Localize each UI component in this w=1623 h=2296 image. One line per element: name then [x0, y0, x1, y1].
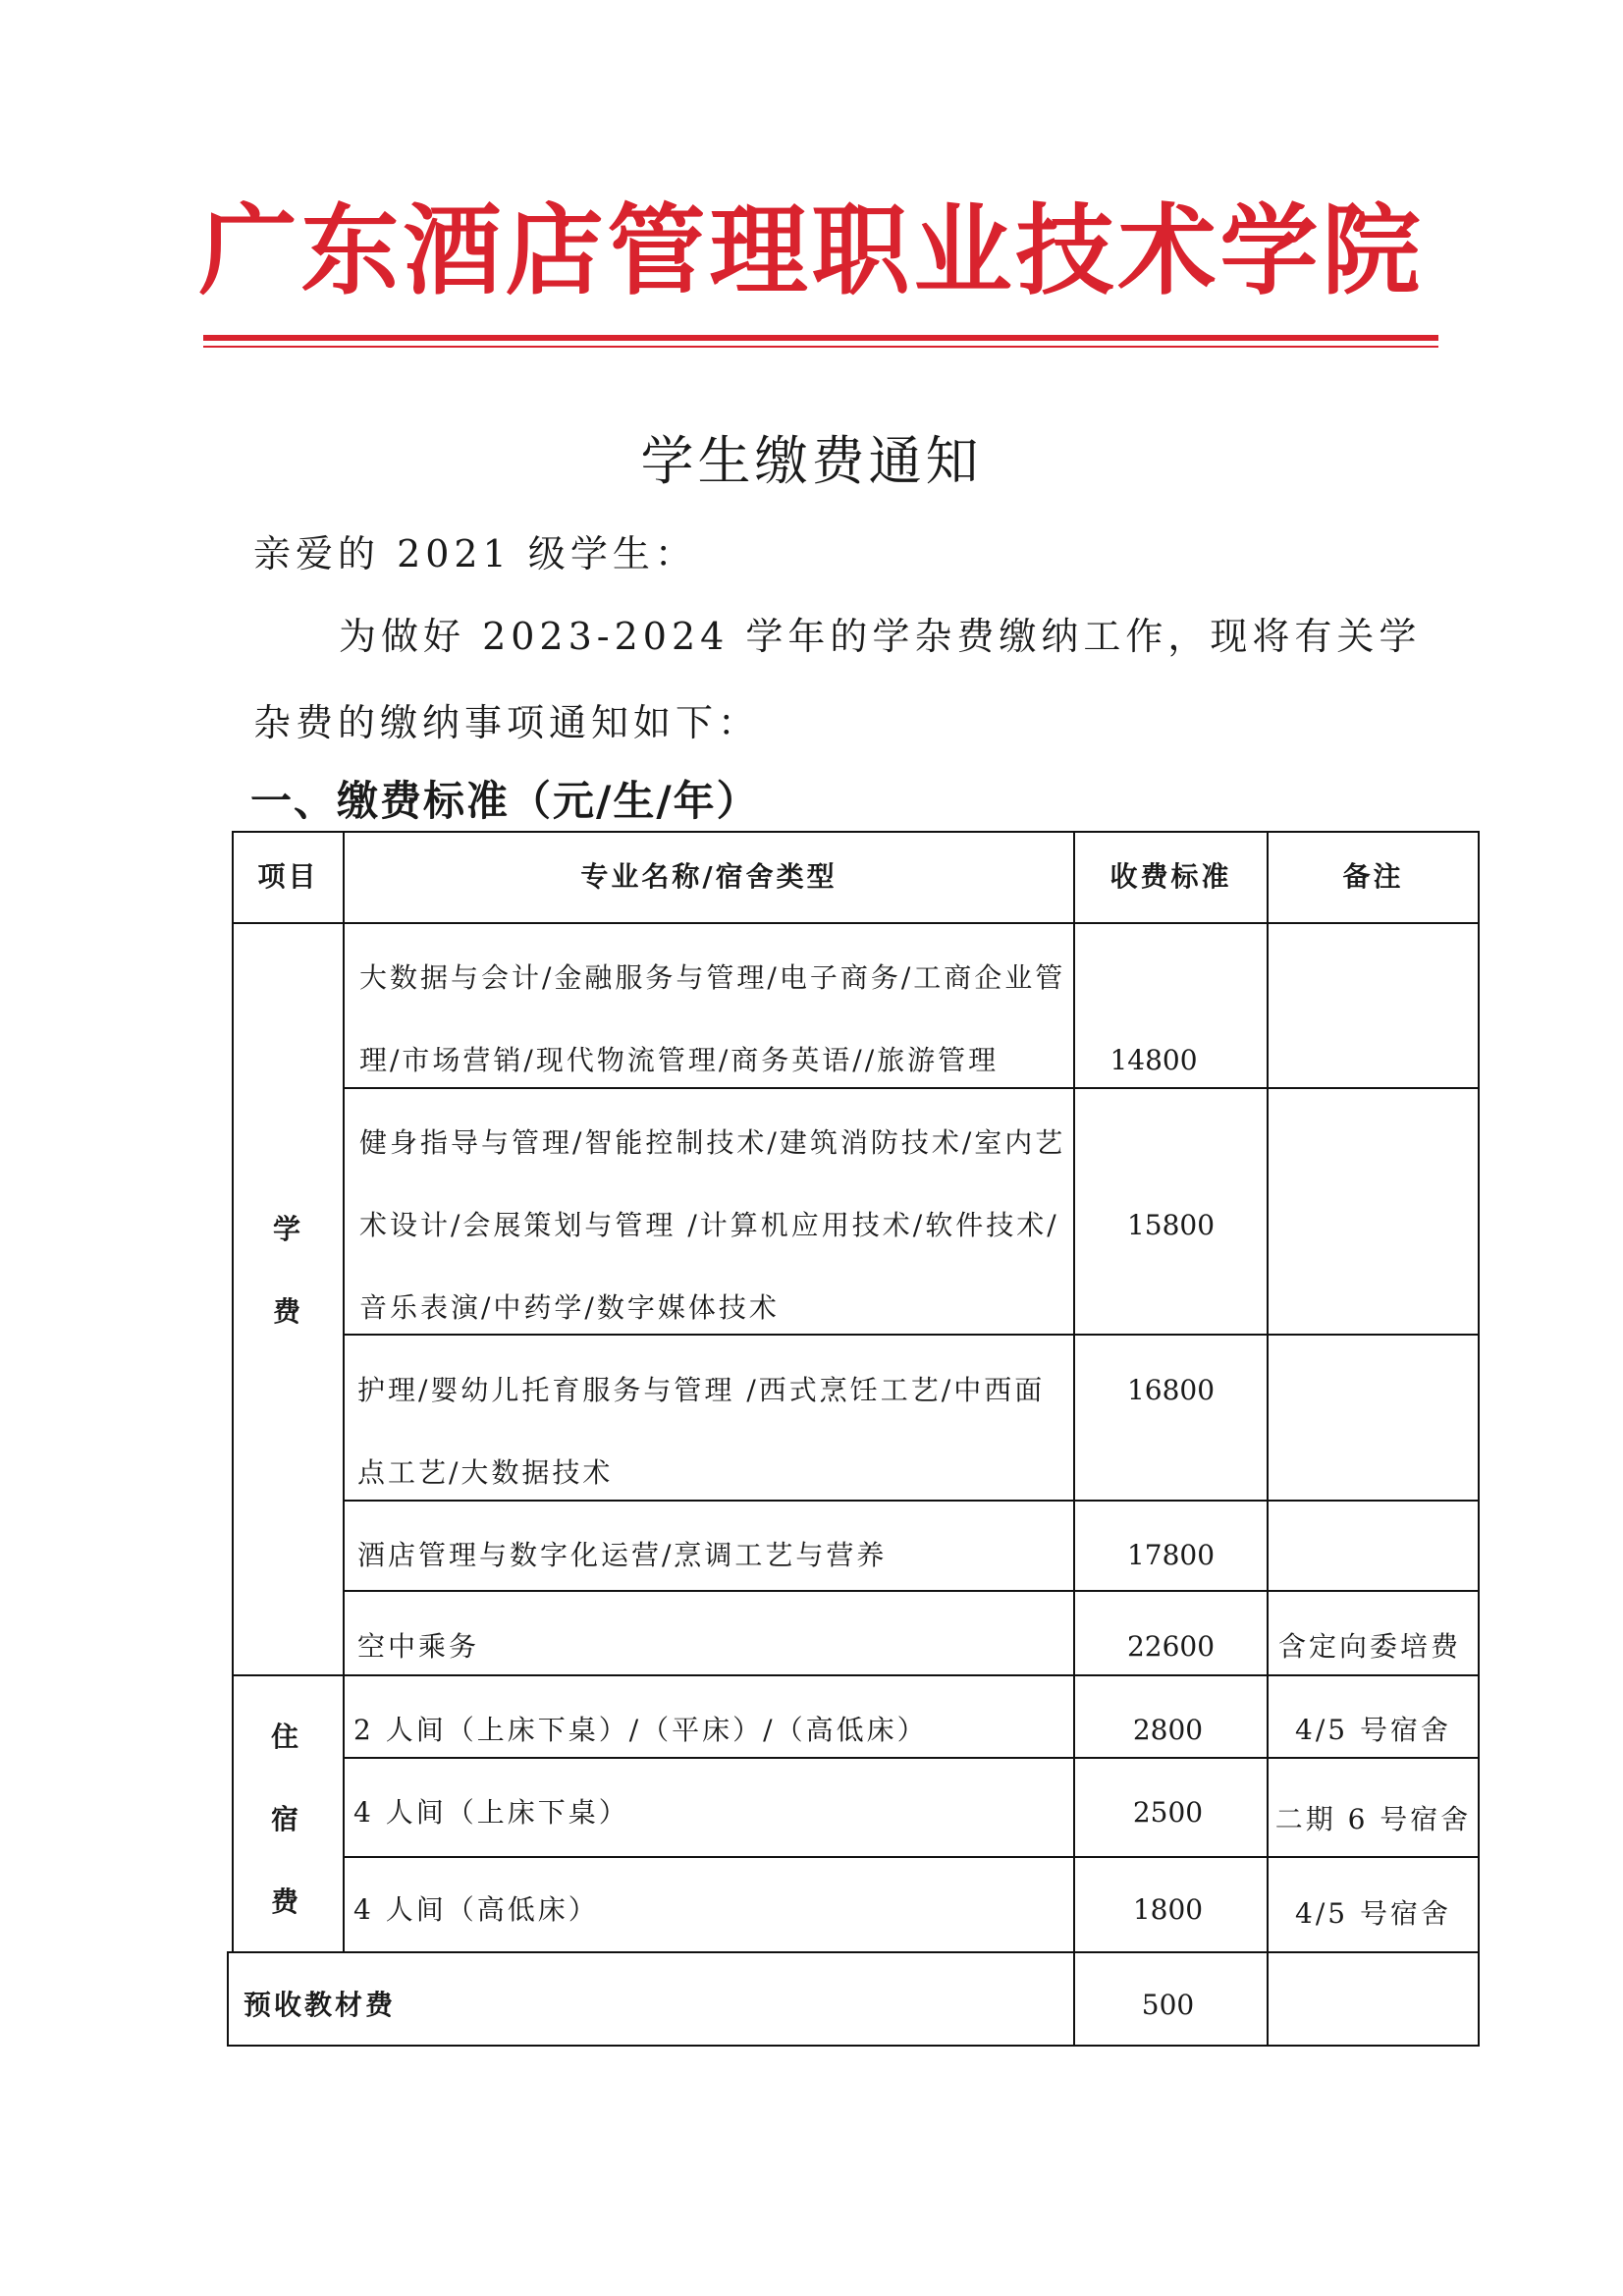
table-border-right [1478, 831, 1480, 2047]
table-row-divider [343, 1500, 1479, 1502]
table-row-divider [343, 1590, 1479, 1592]
tuition-row-1-fee: 14800 [1109, 1044, 1198, 1076]
tuition-row-1-major-line: 理/市场营销/现代物流管理/商务英语//旅游管理 [359, 1044, 1000, 1076]
table-column-divider [1073, 831, 1075, 2047]
tuition-row-2-fee: 15800 [1126, 1209, 1216, 1241]
table-row-divider [343, 1334, 1479, 1336]
dorm-row-2-note: 二期 6 号宿舍 [1274, 1803, 1472, 1835]
tuition-row-3-fee: 16800 [1126, 1374, 1216, 1406]
tuition-row-3-major-line: 护理/婴幼儿托育服务与管理 /西式烹饪工艺/中西面 [357, 1374, 1046, 1406]
dorm-row-3-type: 4 人间（高低床） [353, 1893, 599, 1926]
table-border-top [232, 831, 1479, 833]
dorm-group-label-char: 费 [270, 1886, 298, 1918]
table-header-divider [232, 922, 1479, 924]
dorm-group-label-char: 住 [270, 1721, 298, 1753]
dorm-group-label-char: 宿 [270, 1803, 298, 1835]
tuition-row-1-major-line: 大数据与会计/金融服务与管理/电子商务/工商企业管 [359, 961, 1066, 994]
tuition-group-label-char: 学 [272, 1213, 300, 1245]
notice-title: 学生缴费通知 [640, 430, 983, 492]
table-column-divider [1267, 831, 1269, 2047]
table-row-divider [343, 1757, 1479, 1759]
salutation: 亲爱的 2021 级学生： [253, 532, 697, 575]
textbook-row-label: 预收教材费 [243, 1989, 397, 2021]
school-letterhead-name: 广东酒店管理职业技术学院 [198, 192, 1425, 308]
header-fee: 收费标准 [1109, 860, 1232, 893]
intro-paragraph-line-1: 为做好 2023-2024 学年的学杂费缴纳工作，现将有关学 [339, 615, 1422, 658]
dorm-row-1-fee: 2800 [1132, 1714, 1204, 1746]
table-row-divider [343, 1856, 1479, 1858]
tuition-row-4-fee: 17800 [1126, 1539, 1216, 1571]
table-group-divider [232, 1674, 1479, 1676]
header-item: 项目 [257, 860, 319, 893]
table-row-divider [343, 1087, 1479, 1089]
tuition-row-2-major-line: 术设计/会展策划与管理 /计算机应用技术/软件技术/ [359, 1209, 1059, 1241]
header-note: 备注 [1342, 860, 1404, 893]
dorm-row-2-fee: 2500 [1132, 1796, 1204, 1829]
tuition-group-label-char: 费 [272, 1295, 300, 1328]
tuition-row-2-major-line: 健身指导与管理/智能控制技术/建筑消防技术/室内艺 [359, 1126, 1066, 1159]
dorm-row-2-type: 4 人间（上床下桌） [353, 1796, 629, 1829]
dorm-row-3-fee: 1800 [1132, 1893, 1204, 1926]
dorm-row-1-type: 2 人间（上床下桌）/（平床）/（高低床） [353, 1714, 928, 1746]
textbook-row-fee: 500 [1141, 1989, 1195, 2021]
tuition-row-4-major-line: 酒店管理与数字化运营/烹调工艺与营养 [357, 1539, 888, 1571]
tuition-row-5-fee: 22600 [1126, 1630, 1216, 1663]
table-border-left [227, 1951, 229, 2047]
tuition-row-5-note: 含定向委培费 [1278, 1630, 1462, 1663]
dorm-row-3-note: 4/5 号宿舍 [1295, 1897, 1451, 1930]
tuition-row-2-major-line: 音乐表演/中药学/数字媒体技术 [359, 1291, 780, 1324]
section-1-heading: 一、缴费标准（元/生/年） [250, 777, 760, 825]
tuition-row-3-major-line: 点工艺/大数据技术 [357, 1456, 614, 1489]
tuition-row-5-major-line: 空中乘务 [357, 1630, 480, 1663]
header-major: 专业名称/宿舍类型 [580, 860, 838, 893]
dorm-row-1-note: 4/5 号宿舍 [1295, 1714, 1451, 1746]
table-column-divider [343, 831, 345, 1951]
table-border-left [232, 831, 234, 1951]
intro-paragraph-line-2: 杂费的缴纳事项通知如下： [253, 701, 761, 744]
table-border-bottom [227, 2045, 1479, 2047]
table-group-divider [229, 1951, 1479, 1953]
